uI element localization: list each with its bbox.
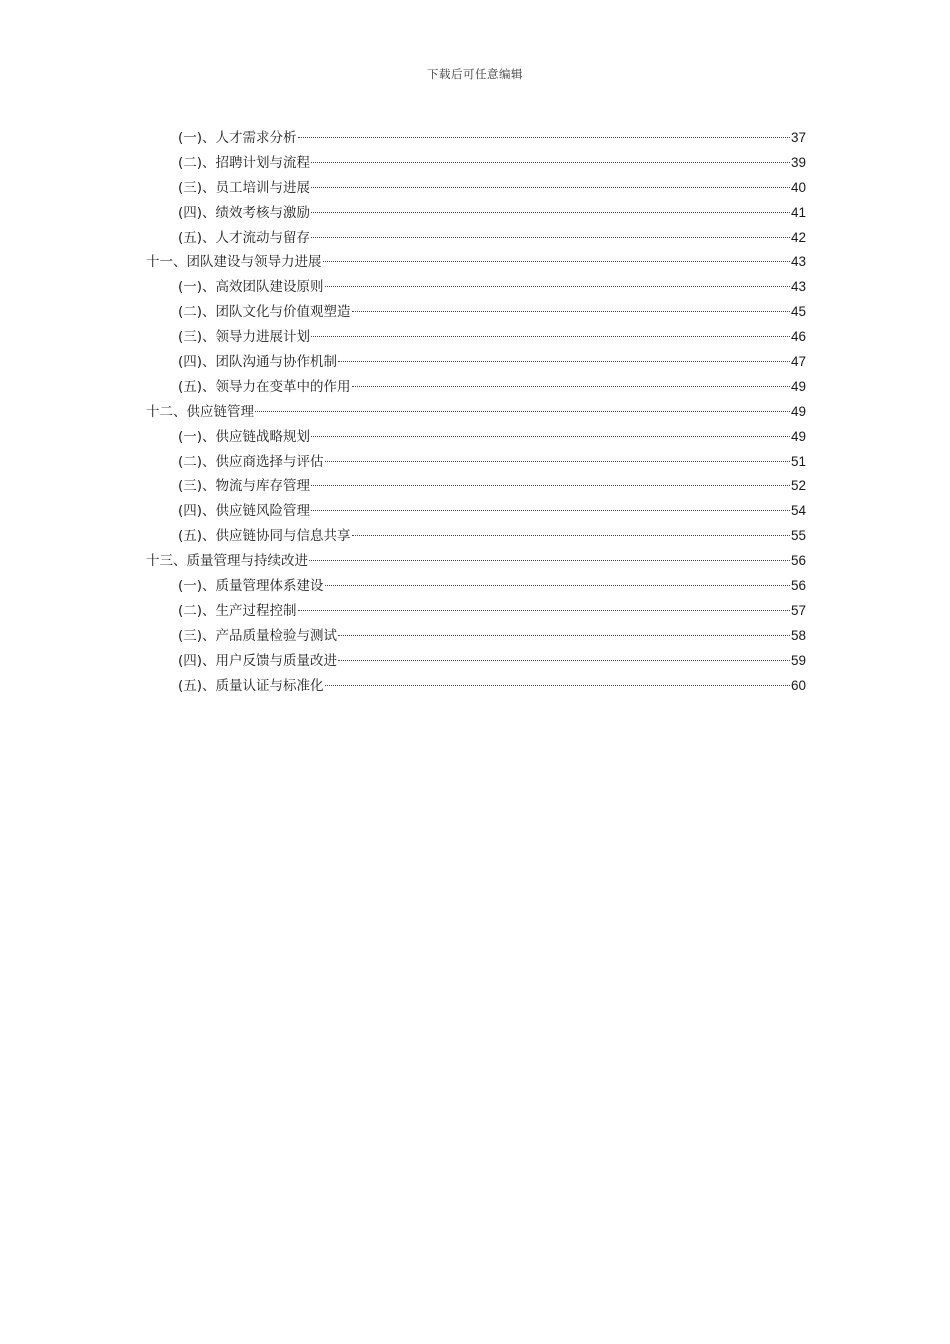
toc-dot-leader — [311, 187, 790, 188]
toc-page-number: 54 — [790, 503, 806, 519]
toc-page-number: 60 — [790, 677, 806, 693]
toc-chapter-entry[interactable] — [146, 250, 806, 275]
toc-section-entry[interactable] — [146, 350, 806, 375]
toc-dot-leader — [323, 261, 790, 262]
page-header: 下载后可任意编辑 — [427, 67, 523, 81]
toc-section-entry[interactable] — [146, 275, 806, 300]
toc-chapter-entry[interactable] — [146, 549, 806, 574]
toc-entry-title: (四)、绩效考核与激励 — [178, 204, 311, 221]
toc-section-entry[interactable] — [146, 574, 806, 599]
toc-section-entry[interactable] — [146, 325, 806, 350]
toc-dot-leader — [311, 237, 790, 238]
toc-page-number: 56 — [790, 553, 806, 569]
toc-dot-leader — [311, 485, 790, 486]
toc-page-number: 51 — [790, 453, 806, 469]
toc-page-number: 49 — [790, 428, 806, 444]
toc-chapter-entry[interactable] — [146, 400, 806, 425]
toc-entry-title: (二)、团队文化与价值观塑造 — [178, 304, 351, 321]
toc-page-number: 55 — [790, 528, 806, 544]
toc-entry-title: (一)、高效团队建设原则 — [178, 279, 324, 296]
toc-entry-title: (二)、供应商选择与评估 — [178, 453, 324, 470]
toc-section-entry[interactable] — [146, 524, 806, 549]
toc-section-entry[interactable] — [146, 425, 806, 450]
toc-dot-leader — [338, 361, 790, 362]
toc-page-number: 58 — [790, 627, 806, 643]
toc-page-number: 40 — [790, 179, 806, 195]
toc-entry-title: (五)、领导力在变革中的作用 — [178, 378, 351, 395]
toc-dot-leader — [352, 386, 790, 387]
toc-entry-title: (五)、供应链协同与信息共享 — [178, 528, 351, 545]
toc-section-entry[interactable] — [146, 375, 806, 400]
toc-entry-title: (三)、物流与库存管理 — [178, 478, 311, 495]
toc-dot-leader — [311, 510, 790, 511]
toc-dot-leader — [325, 585, 790, 586]
toc-page-number: 52 — [790, 478, 806, 494]
toc-entry-title: (五)、质量认证与标准化 — [178, 677, 324, 694]
toc-page-number: 42 — [790, 229, 806, 245]
toc-page-number: 49 — [790, 378, 806, 394]
toc-dot-leader — [311, 162, 790, 163]
toc-entry-title: (一)、人才需求分析 — [178, 130, 297, 146]
toc-section-entry[interactable] — [146, 599, 806, 624]
toc-page-number: 37 — [790, 130, 806, 145]
toc-dot-leader — [298, 137, 790, 138]
toc-entry-title: (一)、质量管理体系建设 — [178, 578, 324, 595]
toc-entry-title: (四)、用户反馈与质量改进 — [178, 652, 338, 669]
toc-entry-title: (二)、招聘计划与流程 — [178, 154, 311, 171]
toc-page-number: 43 — [790, 279, 806, 295]
table-of-contents — [146, 126, 806, 698]
toc-dot-leader — [311, 212, 790, 213]
toc-dot-leader — [338, 660, 790, 661]
toc-section-entry[interactable] — [146, 450, 806, 475]
toc-section-entry[interactable] — [146, 151, 806, 176]
toc-dot-leader — [352, 535, 790, 536]
toc-page-number: 59 — [790, 652, 806, 668]
toc-section-entry[interactable] — [146, 474, 806, 499]
toc-dot-leader — [325, 685, 790, 686]
toc-dot-leader — [352, 311, 790, 312]
toc-page-number: 39 — [790, 154, 806, 170]
toc-entry-title: (二)、生产过程控制 — [178, 602, 297, 619]
toc-section-entry[interactable] — [146, 201, 806, 226]
toc-page-number: 46 — [790, 329, 806, 345]
toc-page-number: 43 — [790, 254, 806, 270]
toc-page-number: 56 — [790, 578, 806, 594]
toc-dot-leader — [255, 411, 790, 412]
toc-section-entry[interactable] — [146, 176, 806, 201]
toc-section-entry[interactable] — [146, 126, 806, 151]
toc-page-number: 49 — [790, 403, 806, 419]
toc-entry-title: (四)、供应链风险管理 — [178, 503, 311, 520]
toc-dot-leader — [311, 436, 790, 437]
toc-section-entry[interactable] — [146, 674, 806, 699]
toc-entry-title: 十二、供应链管理 — [146, 403, 254, 420]
toc-section-entry[interactable] — [146, 300, 806, 325]
toc-dot-leader — [311, 336, 790, 337]
toc-entry-title: 十三、质量管理与持续改进 — [146, 553, 308, 570]
toc-section-entry[interactable] — [146, 499, 806, 524]
toc-page-number: 57 — [790, 602, 806, 618]
toc-dot-leader — [309, 560, 790, 561]
toc-page-number: 45 — [790, 304, 806, 320]
toc-section-entry[interactable] — [146, 226, 806, 251]
toc-dot-leader — [338, 635, 790, 636]
toc-dot-leader — [325, 286, 790, 287]
toc-section-entry[interactable] — [146, 624, 806, 649]
toc-entry-title: (四)、团队沟通与协作机制 — [178, 354, 338, 371]
toc-entry-title: (五)、人才流动与留存 — [178, 229, 311, 246]
toc-entry-title: (三)、员工培训与进展 — [178, 179, 311, 196]
toc-page-number: 41 — [790, 204, 806, 220]
toc-page-number: 47 — [790, 354, 806, 370]
toc-entry-title: (三)、产品质量检验与测试 — [178, 627, 338, 644]
toc-entry-title: (三)、领导力进展计划 — [178, 329, 311, 346]
toc-entry-title: (一)、供应链战略规划 — [178, 428, 311, 445]
toc-dot-leader — [325, 461, 790, 462]
toc-section-entry[interactable] — [146, 649, 806, 674]
toc-entry-title: 十一、团队建设与领导力进展 — [146, 254, 322, 271]
toc-dot-leader — [298, 610, 790, 611]
